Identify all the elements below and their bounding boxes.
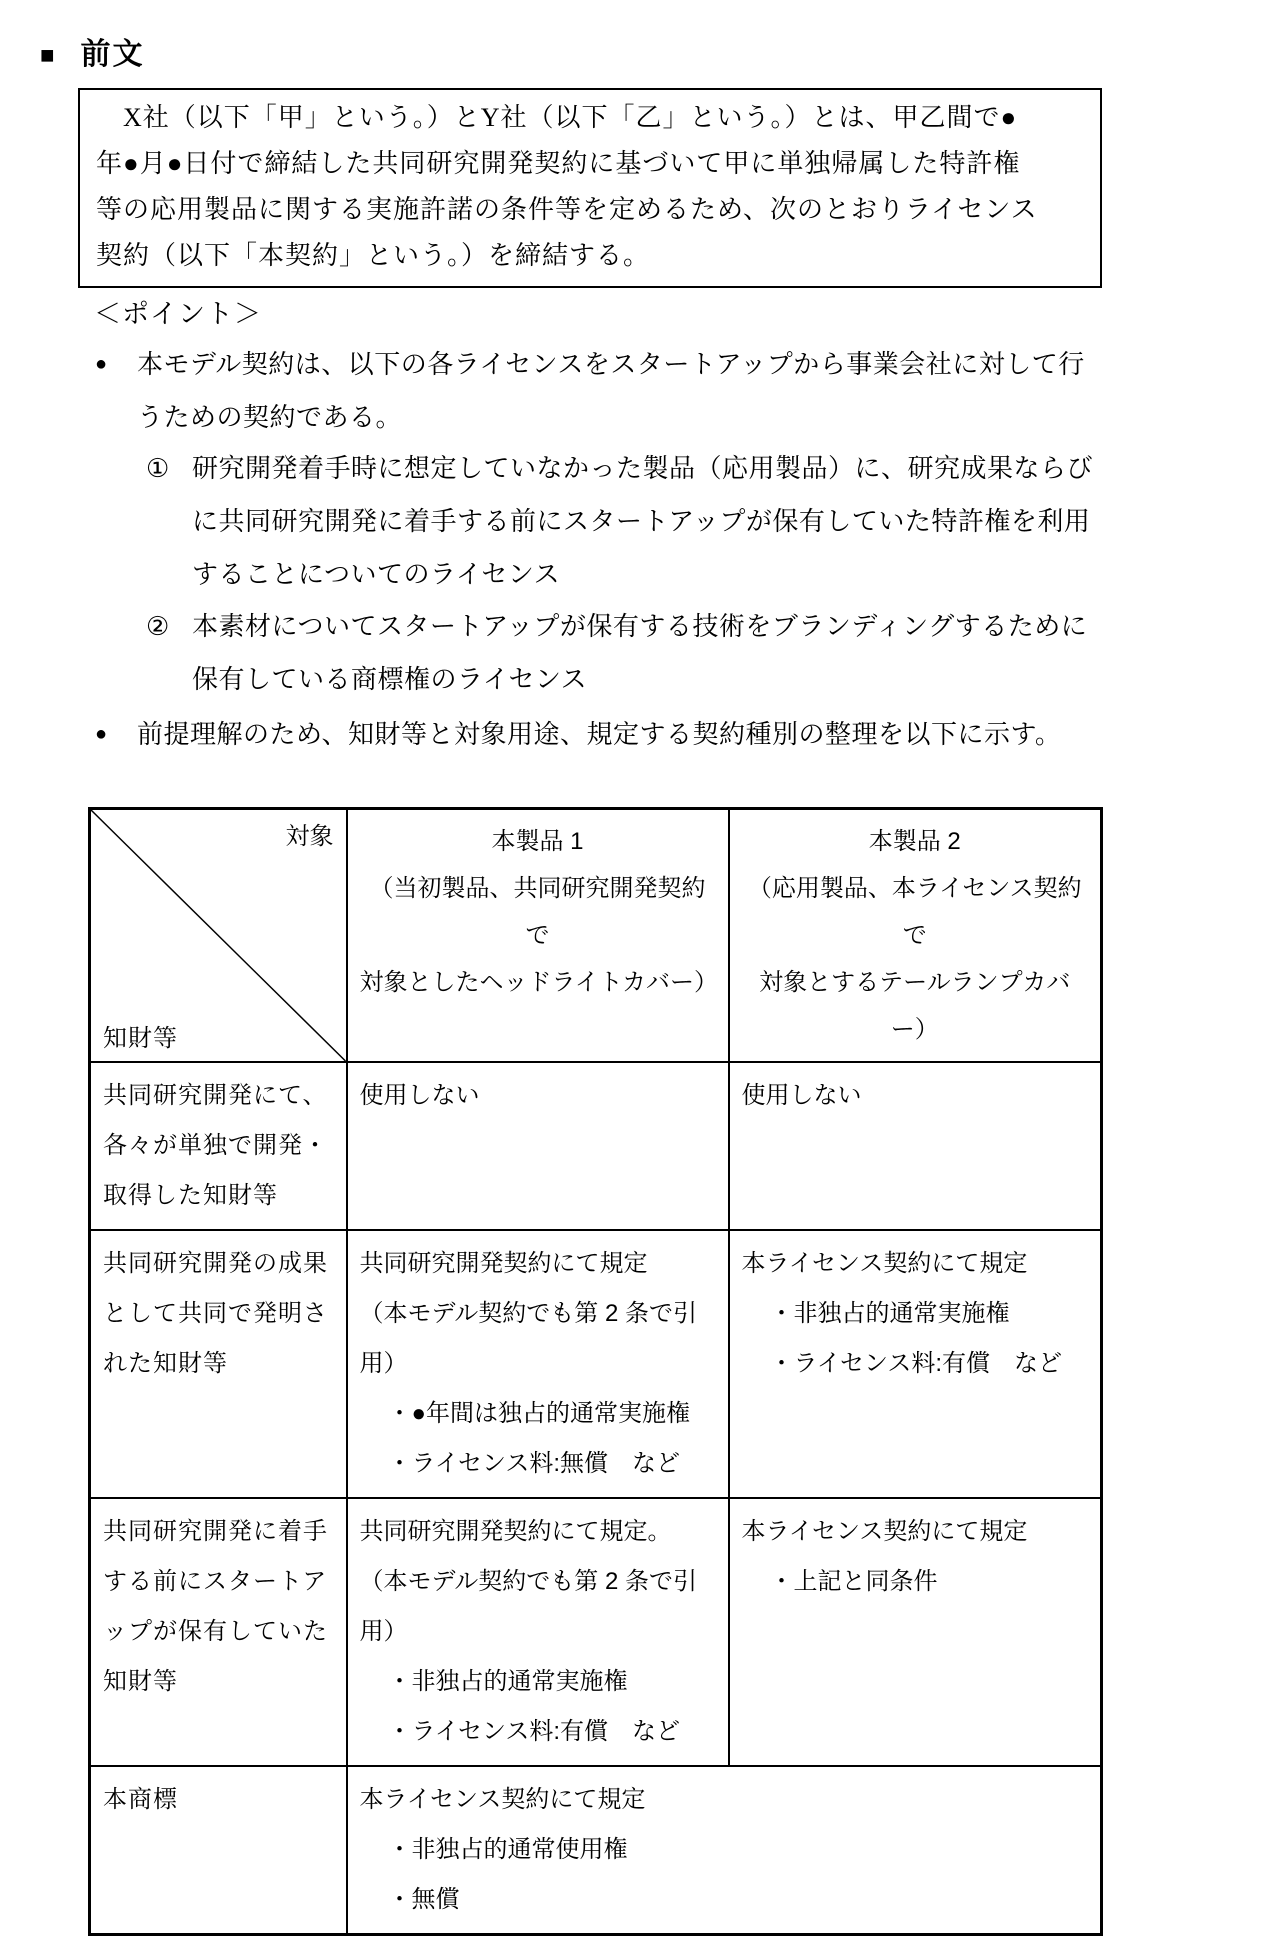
row-label-cell: 共同研究開発に着手する前にスタートアップが保有していた知財等 xyxy=(90,1498,347,1766)
text-line: 等の応用製品に関する実施許諾の条件等を定めるため、次のとおりライセンス xyxy=(96,195,1038,224)
text-line: 本製品 2 xyxy=(868,828,961,855)
table-row xyxy=(90,1498,1102,1766)
page-title: 前文 xyxy=(80,38,145,71)
merged-data-cell xyxy=(347,1766,1102,1935)
text-line: ・非独占的通常実施権 xyxy=(769,1300,1010,1327)
text-line: 対象とするテールランプカバー） xyxy=(759,969,1071,1043)
text-line: 本製品 1 xyxy=(491,828,584,855)
data-cell xyxy=(729,1230,1102,1498)
text-line: 共同研究開発契約にて規定 xyxy=(359,1250,648,1277)
text-line: ・●年間は独占的通常実施権 xyxy=(387,1400,690,1427)
column-header-product2 xyxy=(729,809,1102,1063)
text-line: 本ライセンス契約にて規定 xyxy=(359,1786,646,1813)
point-text: 本モデル契約は、以下の各ライセンスをスタートアップから事業会社に対して行うための契約である。 xyxy=(137,349,1085,432)
text-line: X社（以下「甲」という。）とY社（以下「乙」という。）とは、甲乙間で● xyxy=(96,103,1018,132)
text-line: 契約（以下「本契約」という。）を締結する。 xyxy=(96,241,651,270)
header-lines xyxy=(742,818,1089,1053)
header-lines xyxy=(359,818,719,1006)
data-cell xyxy=(729,1498,1102,1766)
preamble-box xyxy=(78,88,1102,288)
text-line: 年●月●日付で締結した共同研究開発契約に基づいて甲に単独帰属した特許権 xyxy=(96,149,1021,178)
points-heading: ＜ポイント＞ xyxy=(94,299,262,329)
corner-label-target: 対象 xyxy=(285,823,334,850)
text-line: ・ライセンス料:無償 など xyxy=(387,1450,681,1477)
text-line: ・ライセンス料:有償 など xyxy=(769,1350,1063,1377)
corner-header-cell xyxy=(90,809,347,1063)
text-line: ・無償 xyxy=(387,1886,460,1913)
corner-label-ip: 知財等 xyxy=(103,1025,178,1052)
circle-bullet-icon: ● xyxy=(95,353,108,375)
circle-bullet-icon: ● xyxy=(95,723,108,745)
text-line: （本モデル契約でも第 2 条で引用） xyxy=(359,1300,697,1377)
text-line: ・非独占的通常使用権 xyxy=(387,1836,628,1863)
circled-number-2-icon: ② xyxy=(146,611,170,641)
text-line: 対象としたヘッドライトカバー） xyxy=(359,969,719,996)
text-line: 本ライセンス契約にて規定 xyxy=(741,1518,1028,1545)
row-label-cell: 共同研究開発にて、各々が単独で開発・取得した知財等 xyxy=(90,1062,347,1230)
table-header-row xyxy=(90,809,1102,1063)
black-square-bullet-icon: ■ xyxy=(40,42,55,69)
table-row xyxy=(90,1766,1102,1935)
data-cell xyxy=(347,1230,729,1498)
text-line: （応用製品、本ライセンス契約で xyxy=(747,875,1082,949)
text-line: 使用しない xyxy=(741,1082,862,1109)
text-line: ・非独占的通常実施権 xyxy=(387,1668,628,1695)
table-row xyxy=(90,1062,1102,1230)
text-line: ・ライセンス料:有償 など xyxy=(387,1718,681,1745)
text-line: 本ライセンス契約にて規定 xyxy=(741,1250,1028,1277)
point-bullet-item xyxy=(95,338,1102,444)
text-line: 使用しない xyxy=(359,1082,480,1109)
table-row xyxy=(90,1230,1102,1498)
text-line: ・上記と同条件 xyxy=(769,1568,938,1595)
row-label-cell: 本商標 xyxy=(90,1766,347,1935)
row-label-cell: 共同研究開発の成果として共同で発明された知財等 xyxy=(90,1230,347,1498)
ip-summary-table xyxy=(88,807,1103,1936)
text-line: （本モデル契約でも第 2 条で引用） xyxy=(359,1568,697,1645)
data-cell xyxy=(729,1062,1102,1230)
point-text: 前提理解のため、知財等と対象用途、規定する契約種別の整理を以下に示す。 xyxy=(137,719,1062,749)
point-numbered-item xyxy=(146,442,1102,601)
point-numbered-item xyxy=(146,600,1102,706)
point-bullet-item xyxy=(95,708,1102,761)
text-line: （当初製品、共同研究開発契約で xyxy=(369,875,706,949)
column-header-product1 xyxy=(347,809,729,1063)
circled-number-1-icon: ① xyxy=(146,453,170,483)
point-text: 本素材についてスタートアップが保有する技術をブランディングするために保有している商標権のライセンス xyxy=(192,611,1088,694)
data-cell xyxy=(347,1062,729,1230)
data-cell xyxy=(347,1498,729,1766)
point-text: 研究開発着手時に想定していなかった製品（応用製品）に、研究成果ならびに共同研究開発に着手する前にスタートアップが保有していた特許権を利用することについてのライセンス xyxy=(192,453,1094,589)
text-line: 共同研究開発契約にて規定。 xyxy=(359,1518,672,1545)
section-header xyxy=(40,36,145,76)
